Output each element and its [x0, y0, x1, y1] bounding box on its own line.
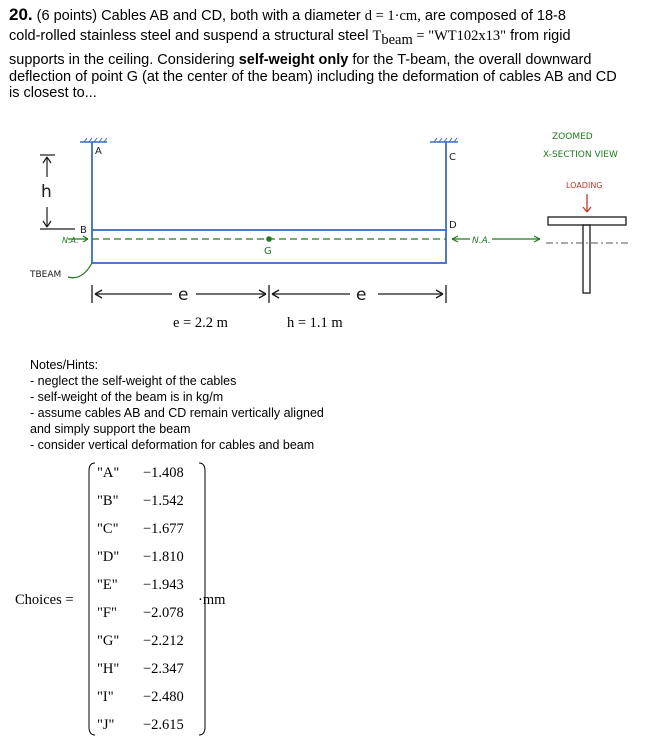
notes-hints: [30, 357, 324, 453]
label-tbeam: TBEAM: [30, 270, 62, 280]
label-loading: LOADING: [566, 181, 603, 190]
problem-statement: [9, 5, 637, 46]
t-section-icon: [548, 217, 626, 293]
problem-line4: deflection of point G (at the center of the beam) including the deformation of cables AB and CD: [9, 68, 617, 85]
ceiling-support-left: [80, 138, 107, 142]
problem-statement-cont: [9, 52, 639, 102]
problem-line2-end: from rigid: [506, 28, 571, 44]
param-h: h = 1.1 m: [287, 315, 343, 331]
note-item: - consider vertical deformation for cables and beam: [30, 438, 315, 452]
diameter-expression: d = 1·cm,: [364, 8, 421, 24]
tbeam-symbol: T: [372, 28, 382, 44]
label-d: D: [449, 220, 457, 231]
label-b: B: [80, 225, 87, 236]
label-zoomed: ZOOMED: [552, 132, 593, 142]
choices-label: Choices =: [15, 592, 74, 608]
ceiling-support-right: [430, 138, 458, 142]
param-e: e = 2.2 m: [173, 315, 228, 331]
problem-line5: is closest to...: [9, 85, 97, 101]
self-weight-emphasis: self-weight only: [238, 52, 349, 68]
note-item: - self-weight of the beam is in kg/m: [30, 390, 224, 404]
label-e1: e: [178, 285, 189, 305]
choices-unit: ·mm: [198, 592, 226, 608]
beam-diagram: [0, 125, 648, 315]
e-dimensions: [92, 285, 446, 303]
problem-line1: Cables AB and CD, both with a diameter: [97, 8, 365, 24]
note-item: - neglect the self-weight of the cables: [30, 374, 237, 388]
tbeam-pointer: [68, 263, 92, 278]
tbeam-subscript: beam: [381, 32, 413, 48]
label-na-right: N.A.: [472, 236, 491, 246]
tbeam-value: = "WT102x13": [412, 28, 507, 44]
label-e2: e: [356, 285, 367, 305]
note-item: - assume cables AB and CD remain vertically aligned: [30, 406, 324, 420]
label-h: h: [41, 182, 52, 202]
label-g: G: [264, 246, 272, 257]
problem-points: (6 points): [36, 8, 98, 24]
problem-line3b: for the T-beam, the overall downward: [348, 52, 592, 68]
problem-number: 20.: [9, 5, 33, 24]
label-a: A: [95, 146, 102, 157]
label-c: C: [449, 152, 456, 163]
label-na-left: N.A.: [62, 236, 79, 245]
label-xsection-view: X-SECTION VIEW: [543, 150, 618, 160]
problem-line1-end: are composed of 18-8: [420, 8, 566, 24]
point-g-marker: [266, 236, 272, 242]
problem-line3a: supports in the ceiling. Considering: [9, 52, 239, 68]
choices-matrix: "A" −1.408 "B" −1.542 "C" −1.677 "D" −1.810 "E" −1.943 "F" −2.078 "G" −2.212 "H" −2.347 "I" −2.480 "J" −2.615: [87, 461, 207, 737]
loading-arrow-icon: [583, 194, 591, 212]
problem-line2: cold-rolled stainless steel and suspend a structural steel: [9, 28, 373, 44]
note-item: and simply support the beam: [30, 422, 191, 436]
notes-title: Notes/Hints:: [30, 358, 99, 372]
